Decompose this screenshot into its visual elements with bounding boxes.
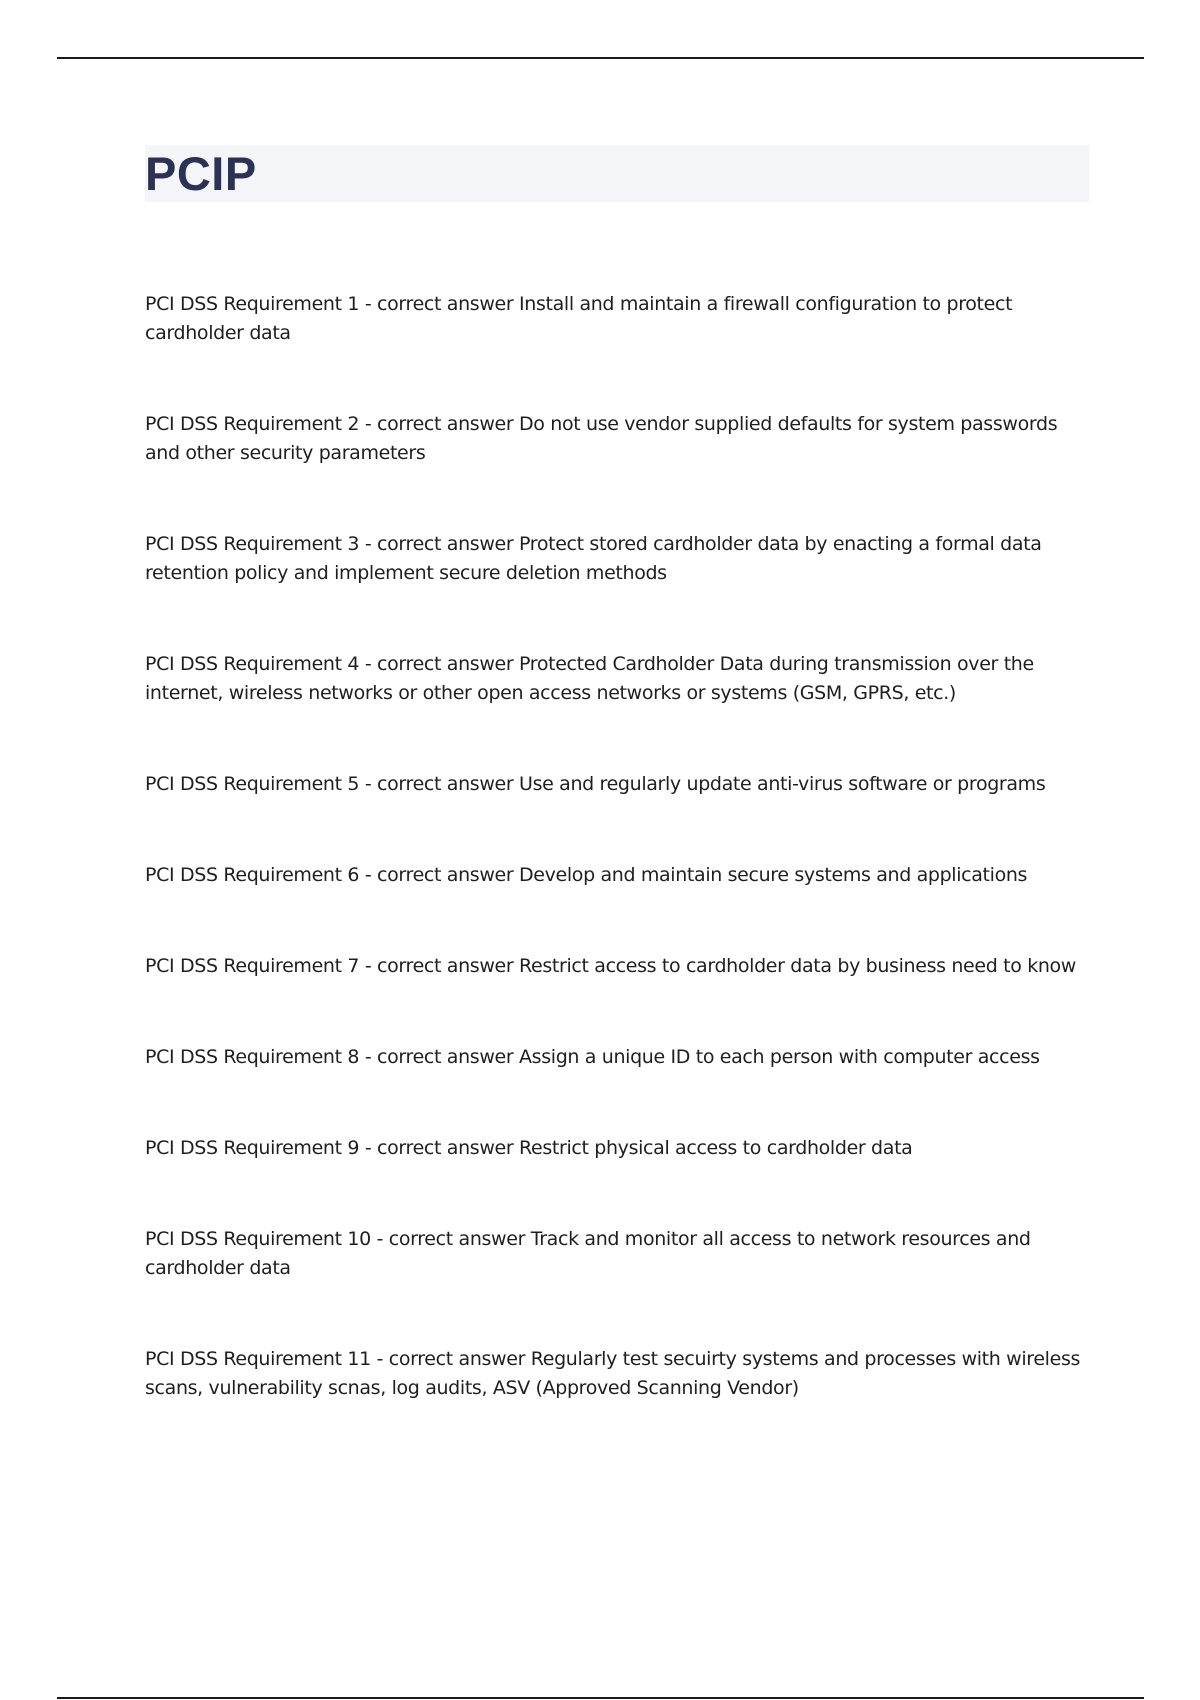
- bottom-divider: [57, 1697, 1144, 1699]
- qa-answer: Protect stored cardholder data by enacting a formal data retention policy and implement secure deletion methods: [145, 533, 1042, 584]
- qa-separator: - correct answer: [359, 1046, 520, 1068]
- qa-separator: - correct answer: [359, 864, 520, 886]
- qa-item-1: [145, 290, 1089, 348]
- qa-term: PCI DSS Requirement 9: [145, 1137, 360, 1159]
- qa-item-3: [145, 530, 1089, 588]
- qa-separator: - correct answer: [359, 1137, 520, 1159]
- qa-item-9: [145, 1134, 1089, 1163]
- qa-separator: - correct answer: [359, 533, 520, 555]
- qa-item-2: [145, 410, 1089, 468]
- qa-item-11: [145, 1345, 1089, 1403]
- qa-separator: - correct answer: [359, 293, 520, 315]
- qa-separator: - correct answer: [370, 1348, 531, 1370]
- qa-answer: Protected Cardholder Data during transmission over the internet, wireless networks or other open access networks or systems (GSM, GPRS, etc.): [145, 653, 1034, 704]
- qa-item-7: [145, 952, 1089, 981]
- qa-item-5: [145, 770, 1089, 799]
- qa-term: PCI DSS Requirement 10: [145, 1228, 371, 1250]
- qa-term: PCI DSS Requirement 7: [145, 955, 360, 977]
- qa-separator: - correct answer: [359, 773, 520, 795]
- page-title: PCIP: [145, 147, 257, 200]
- qa-term: PCI DSS Requirement 6: [145, 864, 360, 886]
- qa-answer: Use and regularly update anti-virus software or programs: [519, 773, 1046, 795]
- qa-item-8: [145, 1043, 1089, 1072]
- top-divider: [57, 57, 1144, 59]
- qa-list: [145, 290, 1089, 1465]
- qa-term: PCI DSS Requirement 8: [145, 1046, 360, 1068]
- qa-separator: - correct answer: [370, 1228, 531, 1250]
- qa-term: PCI DSS Requirement 4: [145, 653, 360, 675]
- qa-separator: - correct answer: [359, 955, 520, 977]
- qa-answer: Track and monitor all access to network resources and cardholder data: [145, 1228, 1031, 1279]
- qa-term: PCI DSS Requirement 11: [145, 1348, 371, 1370]
- qa-term: PCI DSS Requirement 2: [145, 413, 360, 435]
- title-banner: [145, 145, 1089, 202]
- qa-answer: Do not use vendor supplied defaults for system passwords and other security parameters: [145, 413, 1058, 464]
- qa-answer: Restrict access to cardholder data by business need to know: [519, 955, 1077, 977]
- qa-answer: Regularly test secuirty systems and processes with wireless scans, vulnerability scnas, log audits, ASV (Approved Scanning Vendor): [145, 1348, 1081, 1399]
- qa-answer: Install and maintain a firewall configuration to protect cardholder data: [145, 293, 1013, 344]
- qa-term: PCI DSS Requirement 1: [145, 293, 360, 315]
- qa-separator: - correct answer: [359, 653, 520, 675]
- qa-answer: Restrict physical access to cardholder data: [519, 1137, 913, 1159]
- qa-answer: Develop and maintain secure systems and applications: [519, 864, 1028, 886]
- qa-item-10: [145, 1225, 1089, 1283]
- qa-separator: - correct answer: [359, 413, 520, 435]
- qa-item-4: [145, 650, 1089, 708]
- qa-term: PCI DSS Requirement 5: [145, 773, 360, 795]
- qa-item-6: [145, 861, 1089, 890]
- qa-term: PCI DSS Requirement 3: [145, 533, 360, 555]
- qa-answer: Assign a unique ID to each person with computer access: [519, 1046, 1040, 1068]
